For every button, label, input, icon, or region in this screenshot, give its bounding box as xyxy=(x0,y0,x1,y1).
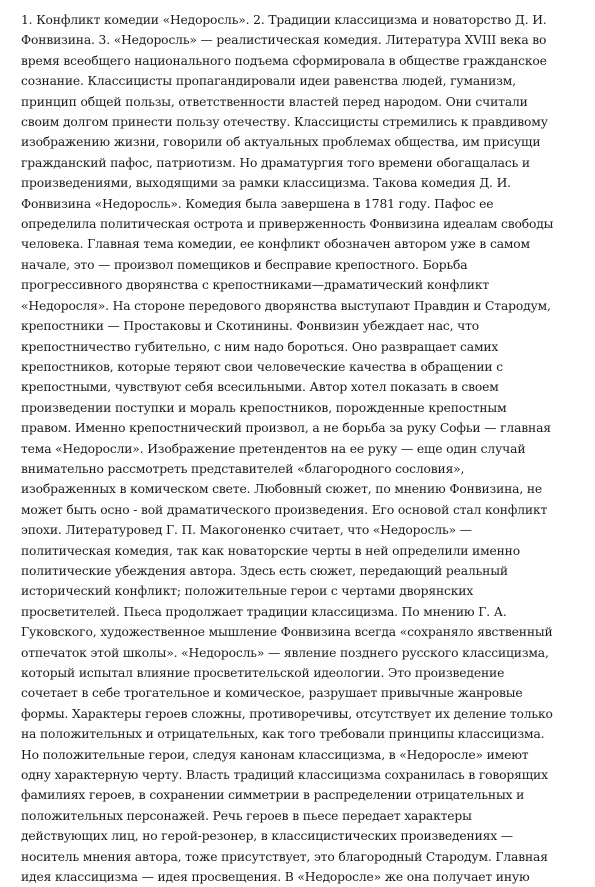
essay-text xyxy=(21,10,581,887)
text-line: крепостными, чувствуют себя всесильными. Автор хотел показать в своем xyxy=(21,380,499,395)
text-line: сознание. Классицисты пропагандировали идеи равенства людей, гуманизм, xyxy=(21,74,516,89)
text-line: крепостников, которые теряют свои человеческие качества в обращении с xyxy=(21,359,503,374)
text-line: действующих лиц, но герой-резонер, в классицистических произведениях — xyxy=(21,829,513,844)
text-line: Фонвизина «Недоросль». Комедия была завершена в 1781 году. Пафос ее xyxy=(21,196,494,211)
text-line: который испытал влияние просветительской идеологии. Это произведение xyxy=(21,666,505,680)
text-line: фамилиях героев, в сохранении симметрии в распределении отрицательных и xyxy=(21,788,525,803)
text-line: принцип общей пользы, ответственности властей перед народом. Они считали xyxy=(21,94,528,109)
text-line: гражданский пафос, патриотизм. Но драматургия того времени обогащалась и xyxy=(21,155,530,170)
text-line: исторический конфликт; положительные герои с чертами дворянских xyxy=(21,584,474,599)
text-line: на положительных и отрицательных, как того требовали принципы классицизма. xyxy=(21,727,545,742)
text-line: политическая комедия, так как новаторские черты в ней определили именно xyxy=(21,543,520,558)
text-line: идея классицизма — идея просвещения. В «Недоросле» же она получает иную xyxy=(21,870,530,885)
text-line: внимательно рассмотреть представителей «благородного сословия», xyxy=(21,461,465,476)
text-line: просветителей. Пьеса продолжает традиции классицизма. По мнению Г. А. xyxy=(21,604,507,619)
text-line: тема «Недоросли». Изображение претендентов на ее руку — еще один случай xyxy=(21,441,526,456)
text-line: может быть осно - вой драматического произведения. Его основой стал конфликт xyxy=(21,502,548,517)
text-line: эпохи. Литературовед Г. П. Макогоненко считает, что «Недоросль» — xyxy=(21,523,472,538)
text-line: отпечаток этой школы». «Недоросль» — явление позднего русского классицизма, xyxy=(21,645,549,660)
text-line: сочетает в себе трогательное и комическое, разрушает привычные жанровые xyxy=(21,686,523,701)
text-line: определила политическая острота и приверженность Фонвизина идеалам свободы xyxy=(21,217,554,232)
text-line: человека. Главная тема комедии, ее конфликт обозначен автором уже в самом xyxy=(21,237,530,252)
text-line: носитель мнения автора, тоже присутствует, это благородный Стародум. Главная xyxy=(21,849,548,864)
text-line: произведении поступки и мораль крепостников, порожденные крепостным xyxy=(21,400,507,415)
text-line: правом. Именно крепостнический произвол, а не борьба за руку Софьи — главная xyxy=(21,421,551,436)
text-line: время всеобщего национального подъема сформировала в обществе гражданское xyxy=(21,53,547,68)
text-line: изображенных в комическом свете. Любовный сюжет, по мнению Фонвизина, не xyxy=(21,482,543,497)
text-line: формы. Характеры героев сложны, противоречивы, отсутствует их деление только xyxy=(21,706,553,721)
text-line: крепостники — Простаковы и Скотинины. Фонвизин убеждает нас, что xyxy=(21,319,480,334)
text-line: изображению жизни, говорили об актуальных проблемах общества, им присущи xyxy=(21,135,541,150)
text-line: положительных персонажей. Речь героев в пьесе передает характеры xyxy=(21,808,472,823)
text-line: Но положительные герои, следуя канонам классицизма, в «Недоросле» имеют xyxy=(21,747,529,762)
text-line: политические убеждения автора. Здесь есть сюжет, передающий реальный xyxy=(21,563,508,578)
text-line: начале, это — произвол помещиков и бесправие крепостного. Борьба xyxy=(21,257,468,272)
text-line: «Недоросля». На стороне передового дворянства выступают Правдин и Стародум, xyxy=(21,298,551,313)
text-line: своим долгом принести пользу отечеству. Классицисты стремились к правдивому xyxy=(21,115,548,130)
text-line: прогрессивного дворянства с крепостниками—драматический конфликт xyxy=(21,278,490,293)
text-line: Фонвизина. 3. «Недоросль» — реалистическая комедия. Литература XVIII века во xyxy=(21,33,547,48)
text-line: произведениями, выходящими за рамки классицизма. Такова комедия Д. И. xyxy=(21,176,511,191)
text-line: Гуковского, художественное мышление Фонвизина всегда «сохраняло явственный xyxy=(21,625,553,640)
text-line: 1. Конфликт комедии «Недоросль». 2. Традиции классицизма и новаторство Д. И. xyxy=(21,13,547,27)
text-line: крепостничество губительно, с ним надо бороться. Оно развращает самих xyxy=(21,339,499,354)
text-line: одну характерную черту. Власть традиций классицизма сохранилась в говорящих xyxy=(21,768,548,783)
